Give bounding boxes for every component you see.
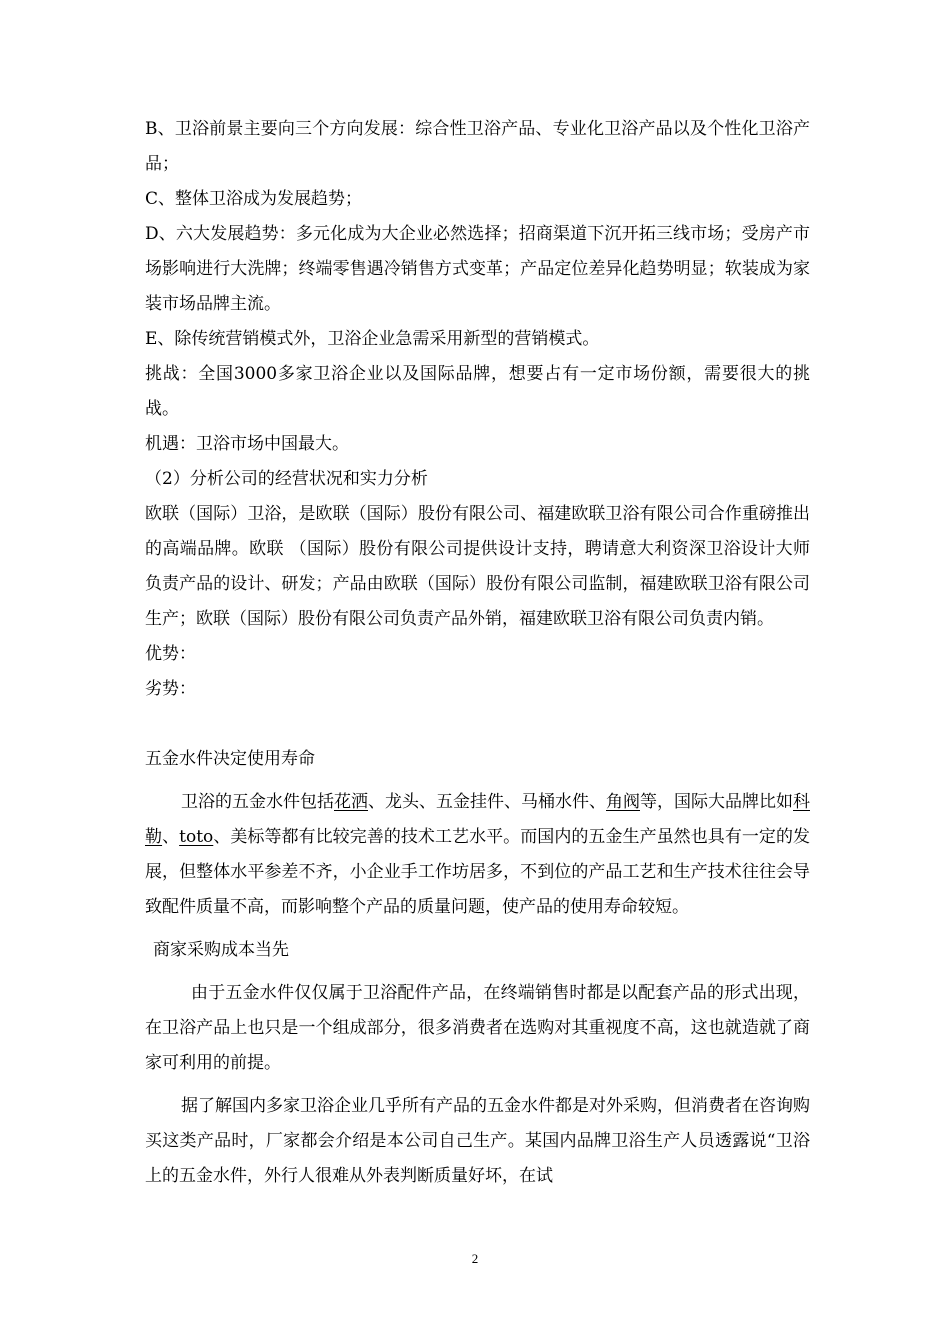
page-number: 2 xyxy=(471,1251,479,1266)
hardware-text-b: 、龙头、五金挂件、马桶水件、 xyxy=(368,792,606,812)
item-e: E、除传统营销模式外，卫浴企业急需采用新型的营销模式。 xyxy=(145,329,600,349)
strengths-label: 优势： xyxy=(145,644,196,664)
item-c: C、整体卫浴成为发展趋势； xyxy=(145,189,363,209)
hardware-text-d: 、 xyxy=(162,827,180,847)
item-b: B、卫浴前景主要向三个方向发展：综合性卫浴产品、专业化卫浴产品以及个性化卫浴产品； xyxy=(145,119,810,174)
link-shower[interactable]: 花洒 xyxy=(334,792,368,812)
item-d: D、六大发展趋势：多元化成为大企业必然选择；招商渠道下沉开拓三线市场；受房产市场影响进行大洗牌；终端零售遇冷销售方式变革；产品定位差异化趋势明显；软装成为家装市场品牌主流。 xyxy=(145,224,810,314)
hardware-paragraph xyxy=(145,785,810,925)
link-toto[interactable]: toto xyxy=(179,827,214,847)
hardware-heading: 五金水件决定使用寿命 xyxy=(145,749,315,769)
cost-heading: 商家采购成本当先 xyxy=(153,940,289,960)
opportunity-paragraph: 机遇：卫浴市场中国最大。 xyxy=(145,434,349,454)
cost-paragraph-1: 由于五金水件仅仅属于卫浴配件产品，在终端销售时都是以配套产品的形式出现，在卫浴产品上也只是一个组成部分，很多消费者在选购对其重视度不高，这也就造就了商家可利用的前提。 xyxy=(145,983,810,1073)
document-body xyxy=(145,112,810,1194)
section-2-heading: （2）分析公司的经营状况和实力分析 xyxy=(145,469,428,489)
cost-paragraph-2: 据了解国内多家卫浴企业几乎所有产品的五金水件都是对外采购，但消费者在咨询购买这类产品时，厂家都会介绍是本公司自己生产。某国内品牌卫浴生产人员透露说“卫浴上的五金水件，外行人很难从外表判断质量好坏，在试 xyxy=(145,1096,810,1186)
challenge-paragraph: 挑战：全国3000多家卫浴企业以及国际品牌，想要占有一定市场份额，需要很大的挑战。 xyxy=(145,364,810,419)
hardware-text-a: 卫浴的五金水件包括 xyxy=(181,792,334,812)
hardware-text-e: 、美标等都有比较完善的技术工艺水平。而国内的五金生产虽然也具有一定的发展，但整体水平参差不齐，小企业手工作坊居多，不到位的产品工艺和生产技术往往会导致配件质量不高，而影响整个产品的质量问题，使产品的使用寿命较短。 xyxy=(145,827,811,917)
link-angle-valve[interactable]: 角阀 xyxy=(606,792,640,812)
link-kohler[interactable]: 科勒 xyxy=(145,792,810,847)
company-intro-paragraph: 欧联（国际）卫浴，是欧联（国际）股份有限公司、福建欧联卫浴有限公司合作重磅推出的高端品牌。欧联 （国际）股份有限公司提供设计支持，聘请意大利资深卫浴设计大师负责产品的设计、研发；产品由欧联（国际）股份有限公司监制，福建欧联卫浴有限公司生产；欧联（国际）股份有限公司负责产品外销，福建欧联卫浴有限公司负责内销。 xyxy=(145,504,810,629)
weaknesses-label: 劣势： xyxy=(145,679,196,699)
hardware-text-c: 等，国际大品牌比如 xyxy=(640,792,793,812)
